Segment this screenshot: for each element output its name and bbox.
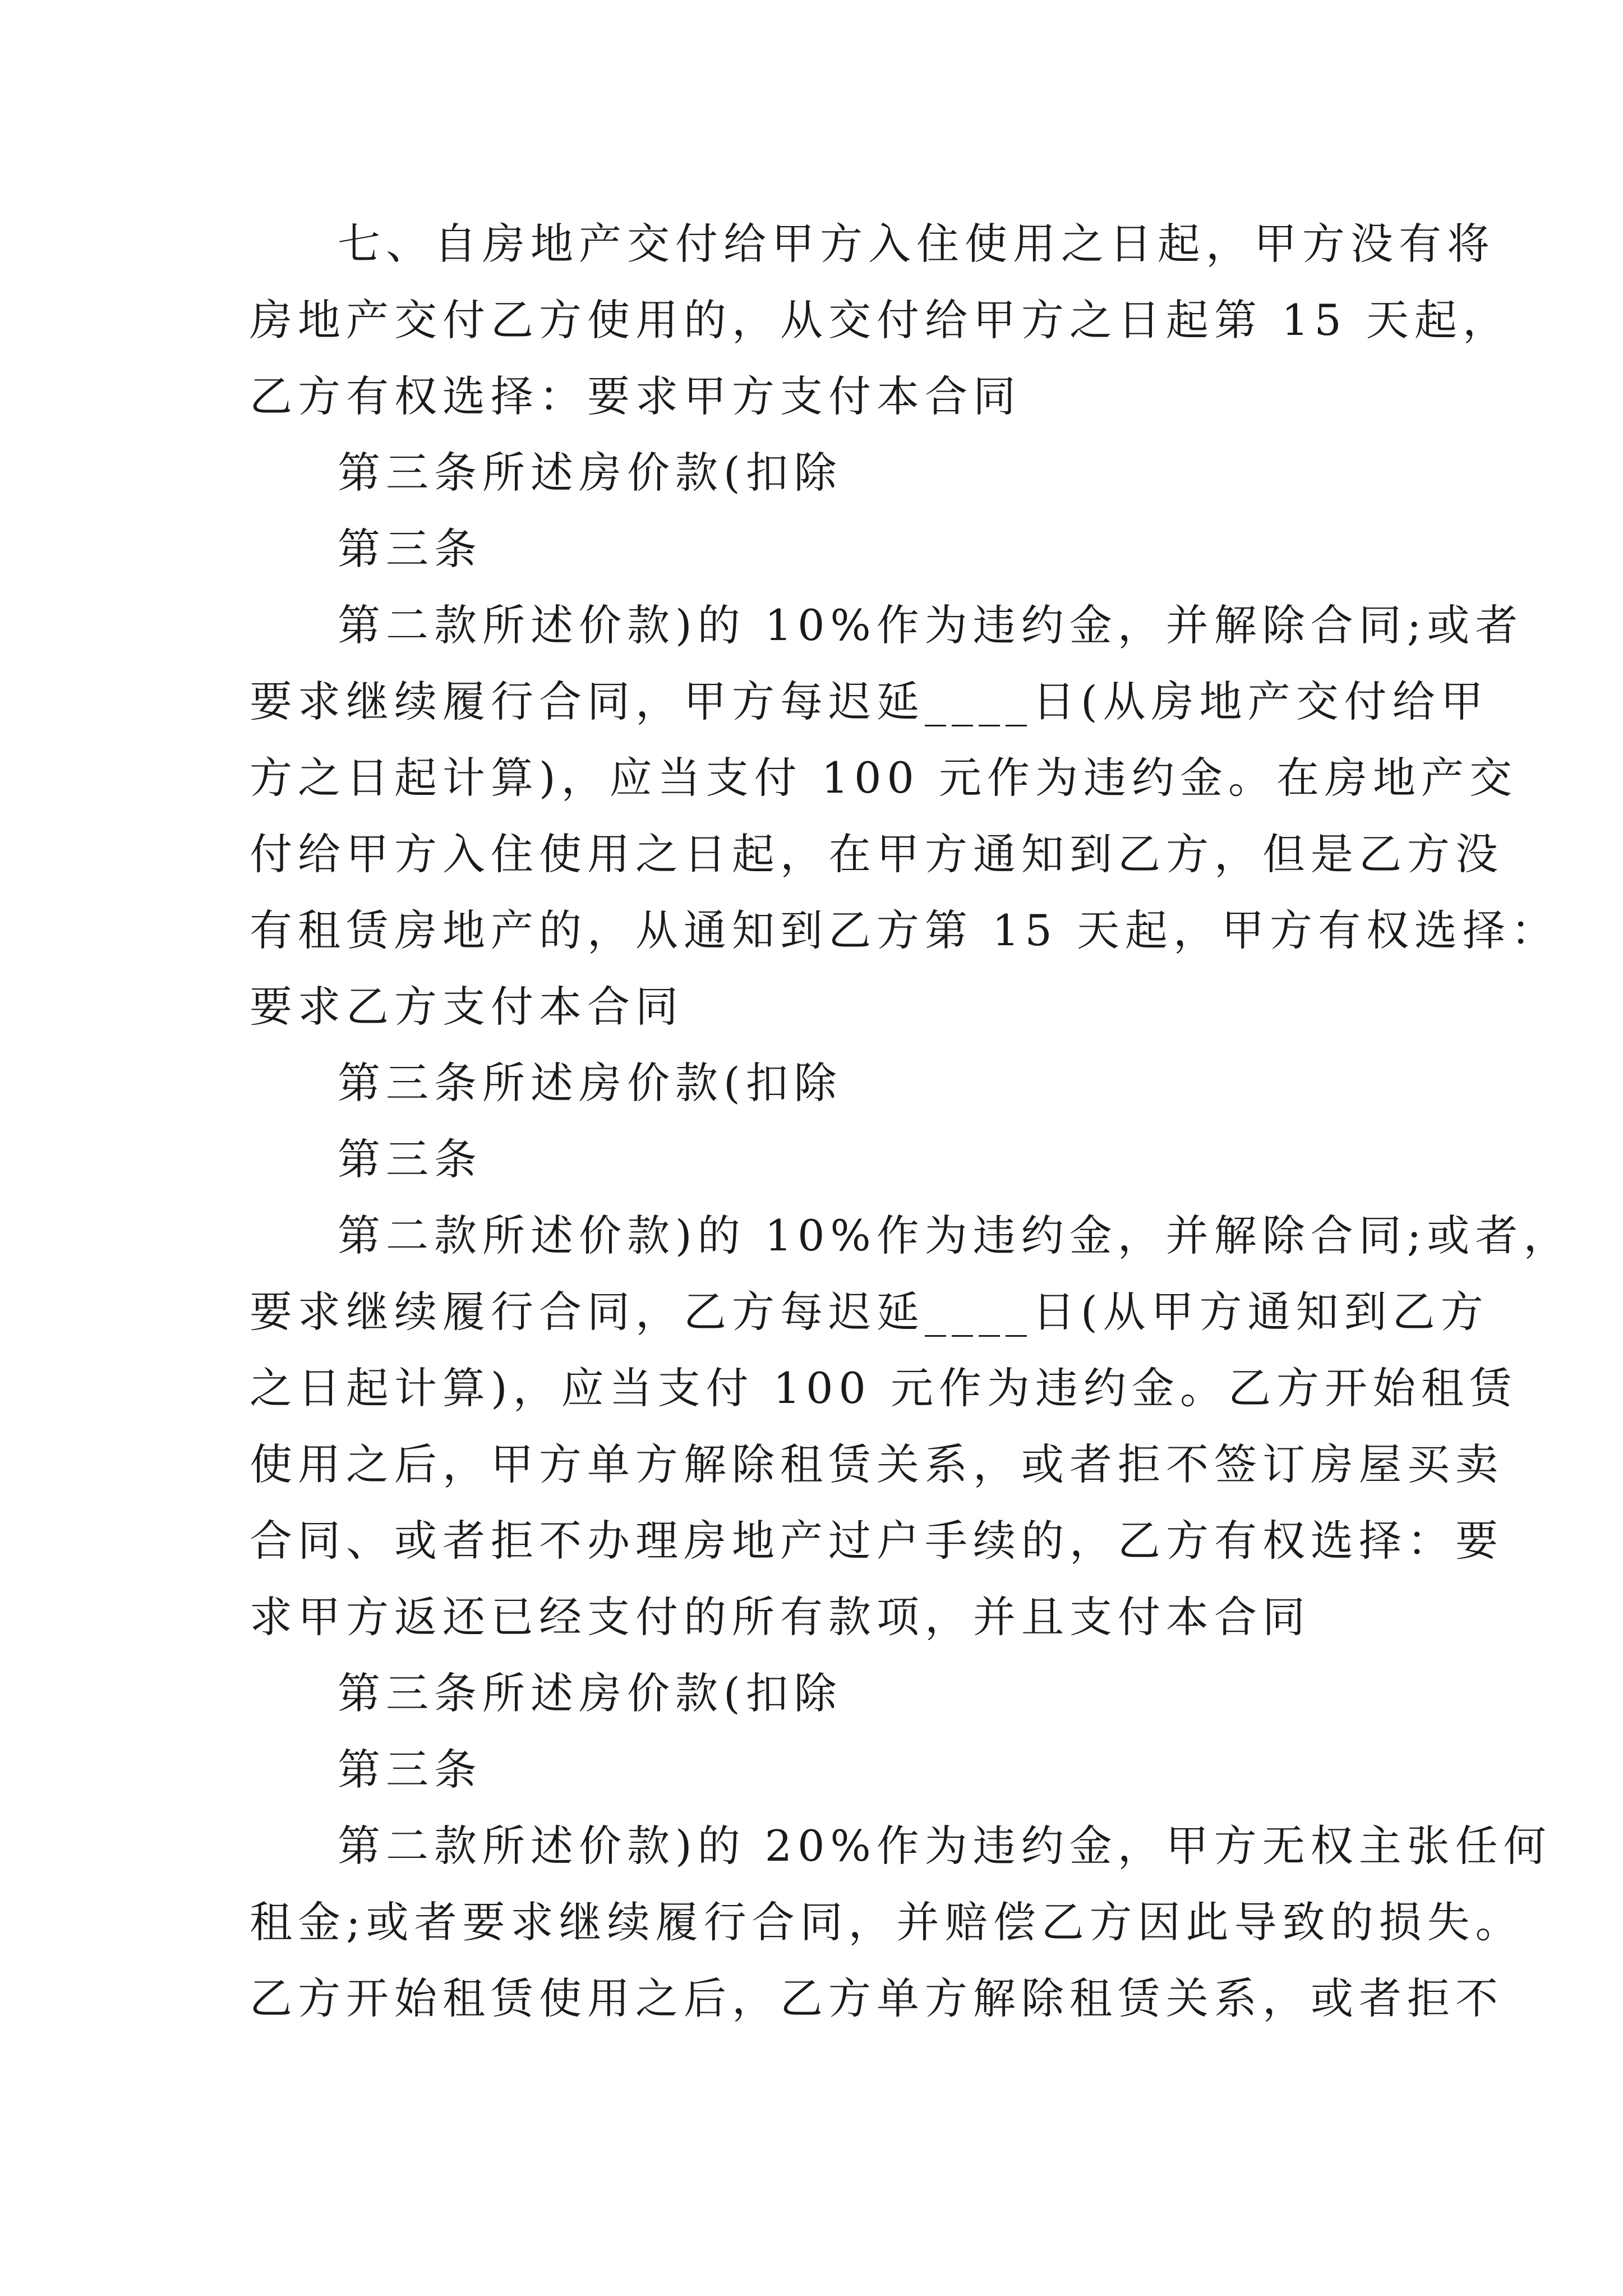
paragraph-line: 第二款所述价款)的 10%作为违约金，并解除合同;或者， bbox=[338, 1211, 1572, 1260]
paragraph-line: 第三条所述房价款(扣除 bbox=[338, 1668, 842, 1718]
paragraph-line: 第三条 bbox=[338, 524, 482, 574]
paragraph-line: 使用之后，甲方单方解除租赁关系，或者拒不签订房屋买卖 bbox=[250, 1439, 1504, 1489]
paragraph-line: 第二款所述价款)的 10%作为违约金，并解除合同;或者 bbox=[338, 600, 1524, 650]
paragraph-line: 合同、或者拒不办理房地产过户手续的，乙方有权选择：要 bbox=[250, 1516, 1504, 1566]
paragraph-line: 乙方开始租赁使用之后，乙方单方解除租赁关系，或者拒不 bbox=[250, 1973, 1504, 2023]
paragraph-line: 租金;或者要求继续履行合同，并赔偿乙方因此导致的损失。 bbox=[250, 1897, 1524, 1947]
paragraph-line: 第二款所述价款)的 20%作为违约金，甲方无权主张任何 bbox=[338, 1821, 1552, 1871]
paragraph-line: 求甲方返还已经支付的所有款项，并且支付本合同 bbox=[250, 1592, 1311, 1642]
paragraph-line: 要求继续履行合同，甲方每迟延____日(从房地产交付给甲 bbox=[250, 677, 1489, 726]
paragraph-line: 之日起计算)，应当支付 100 元作为违约金。乙方开始租赁 bbox=[250, 1363, 1518, 1413]
paragraph-line: 第三条 bbox=[338, 1134, 482, 1184]
paragraph-line: 房地产交付乙方使用的，从交付给甲方之日起第 15 天起， bbox=[250, 295, 1511, 345]
paragraph-line: 有租赁房地产的，从通知到乙方第 15 天起，甲方有权选择： bbox=[250, 905, 1560, 955]
paragraph-line: 方之日起计算)，应当支付 100 元作为违约金。在房地产交 bbox=[250, 753, 1518, 803]
paragraph-line: 第三条所述房价款(扣除 bbox=[338, 1058, 842, 1108]
paragraph-line: 要求乙方支付本合同 bbox=[250, 982, 684, 1032]
paragraph-line: 第三条 bbox=[338, 1745, 482, 1795]
paragraph-line: 要求继续履行合同，乙方每迟延____日(从甲方通知到乙方 bbox=[250, 1287, 1489, 1337]
paragraph-line: 付给甲方入住使用之日起，在甲方通知到乙方，但是乙方没 bbox=[250, 829, 1504, 879]
paragraph-line: 第三条所述房价款(扣除 bbox=[338, 448, 842, 498]
paragraph-line: 乙方有权选择：要求甲方支付本合同 bbox=[250, 371, 1021, 421]
paragraph-line: 七、自房地产交付给甲方入住使用之日起，甲方没有将 bbox=[338, 219, 1495, 269]
